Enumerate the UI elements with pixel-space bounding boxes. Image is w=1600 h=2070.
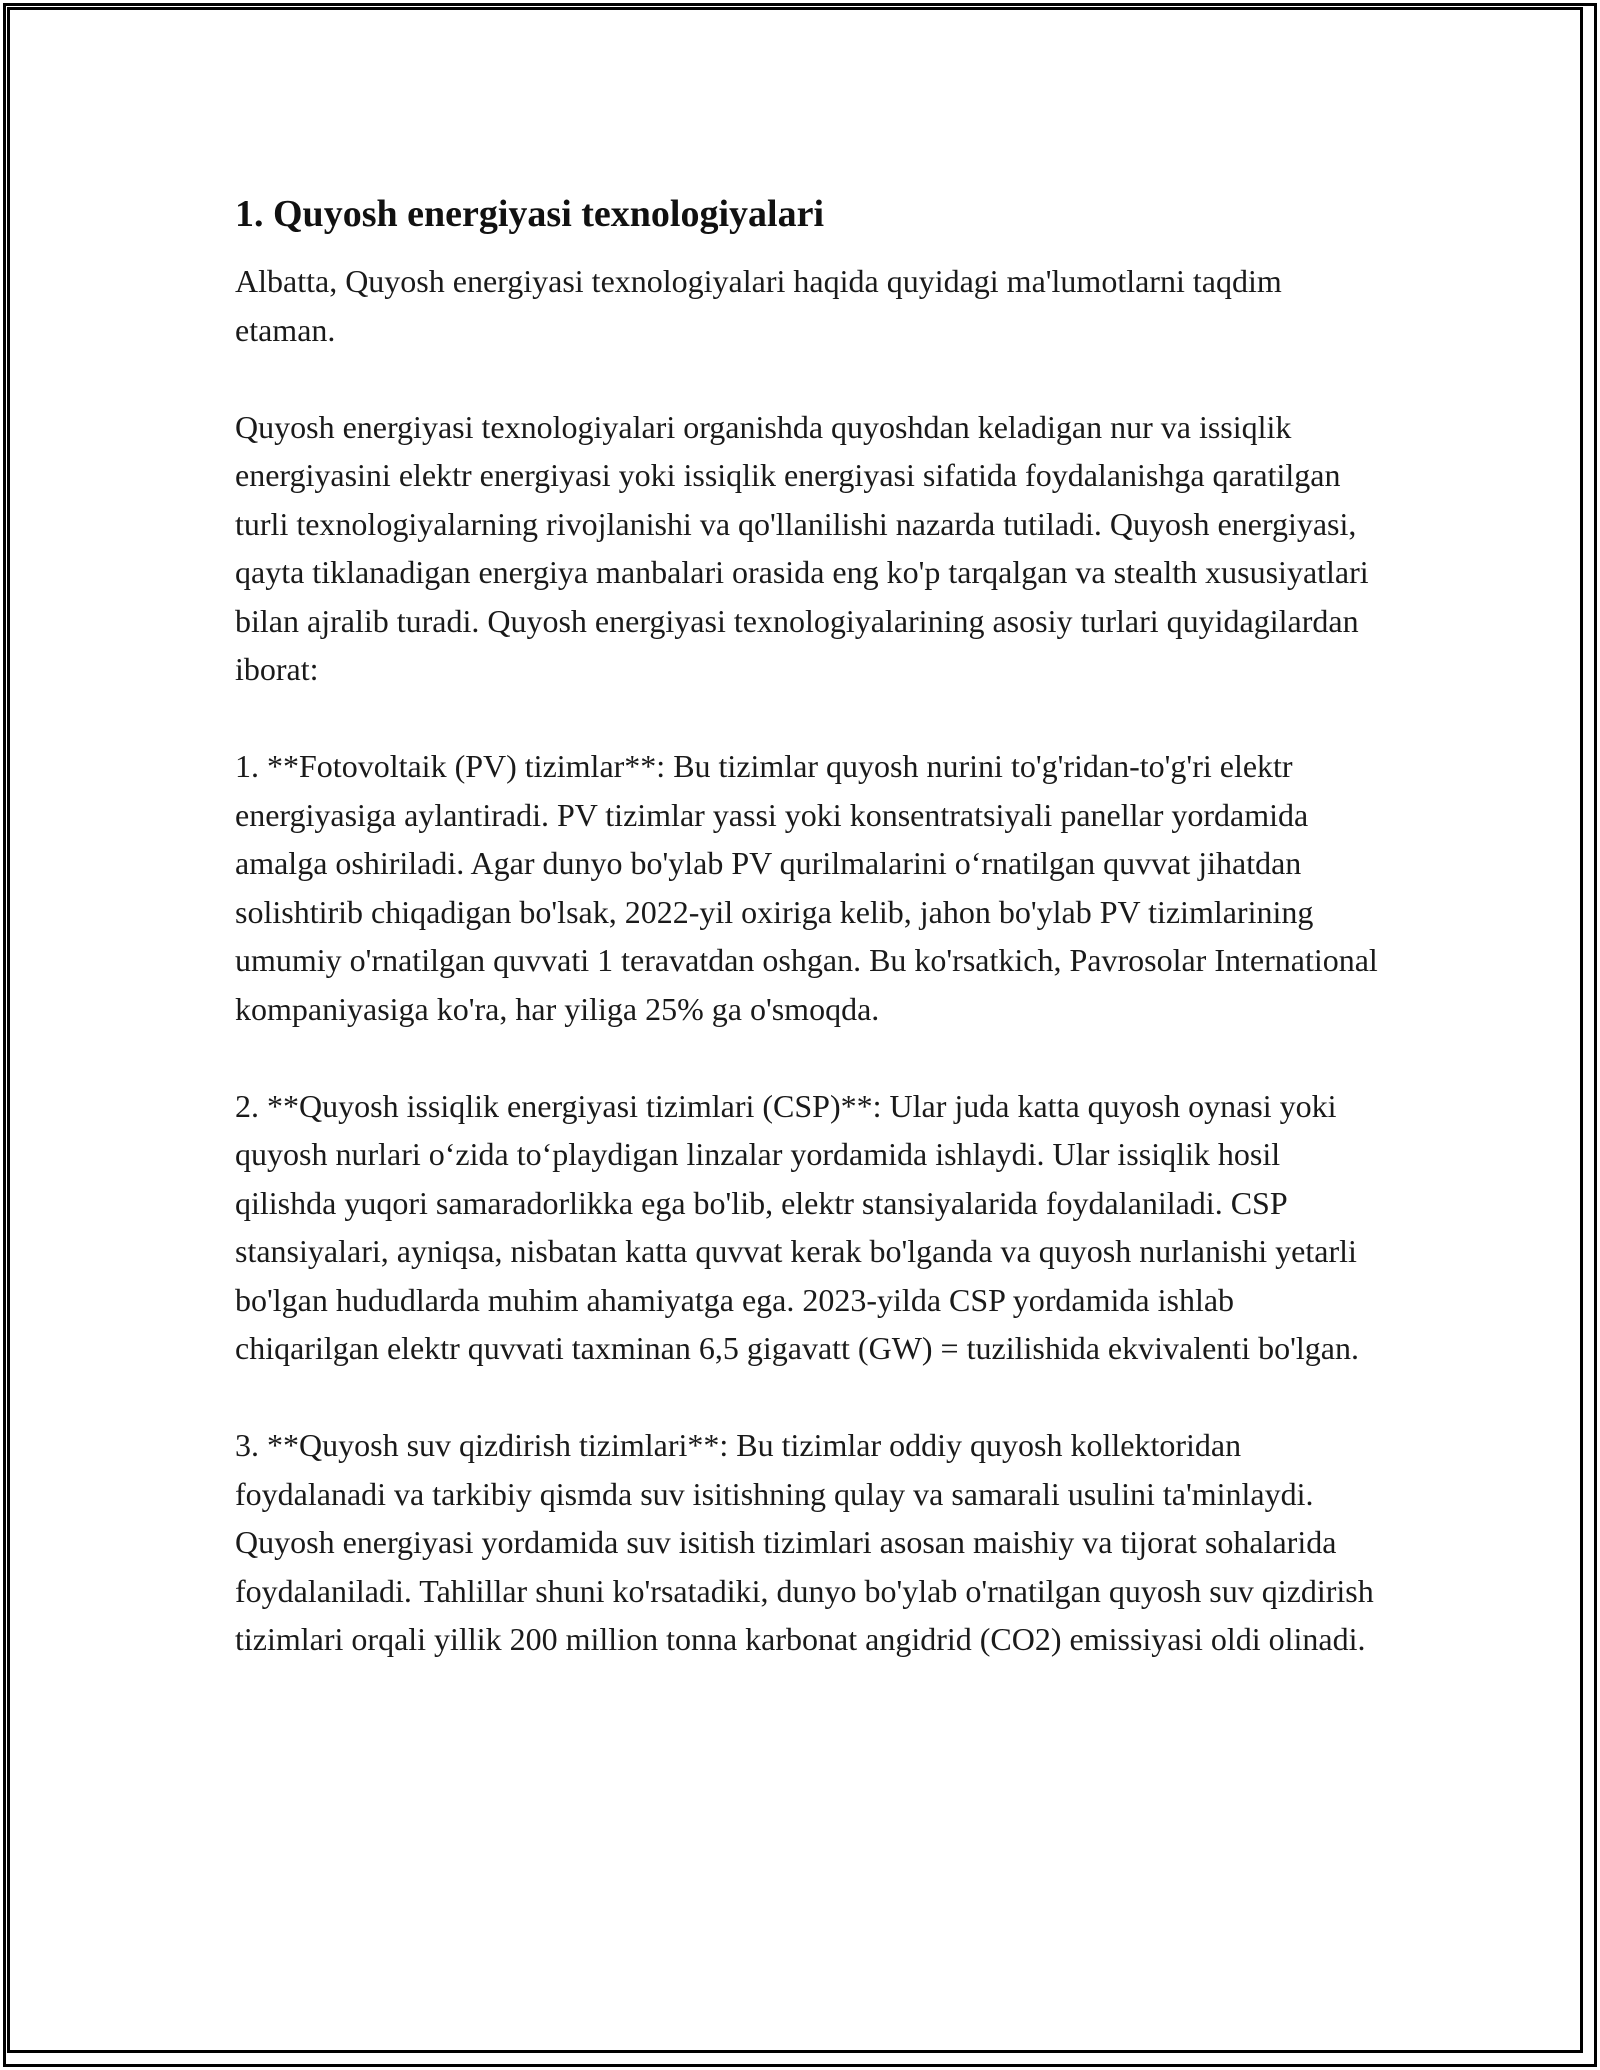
intro-paragraph: Albatta, Quyosh energiyasi texnologiyalari haqida quyidagi ma'lumotlarni taqdim etaman.	[235, 263, 1282, 348]
document-title: 1. Quyosh energiyasi texnologiyalari	[235, 193, 824, 235]
overview-paragraph: Quyosh energiyasi texnologiyalari organishda quyoshdan keladigan nur va issiqlik energiyasini elektr energiyasi yoki issiqlik energiyasi sifatida foydalanishga qaratilgan turli texnologiyalarning rivojlanishi va qo'llanilishi nazarda tutiladi. Quyosh energiyasi, qayta tiklanadigan energiya manbalari orasida eng ko'p tarqalgan va stealth xususiyatlari bilan ajralib turadi. Quyosh energiyasi texnologiyalarining asosiy turlari quyidagilardan iborat:	[235, 408, 1369, 687]
solar-water-heating-paragraph: 3. **Quyosh suv qizdirish tizimlari**: Bu tizimlar oddiy quyosh kollektoridan foydalanadi va tarkibiy qismda suv isitishning qulay va samarali usulini ta'minlaydi. Quyosh energiyasi yordamida suv isitish tizimlari asosan maishiy va tijorat sohalarida foydalaniladi. Tahlillar shuni ko'rsatadiki, dunyo bo'ylab o'rnatilgan quyosh suv qizdirish tizimlari orqali yillik 200 million tonna karbonat angidrid (CO2) emissiyasi oldi olinadi.	[235, 1427, 1374, 1657]
document-body	[235, 188, 1385, 1664]
csp-systems-paragraph: 2. **Quyosh issiqlik energiyasi tizimlari (CSP)**: Ular juda katta quyosh oynasi yoki quyosh nurlari o‘zida to‘playdigan linzalar yordamida ishlaydi. Ular issiqlik hosil qilishda yuqori samaradorlikka ega bo'lib, elektr stansiyalarida foydalaniladi. CSP stansiyalari, ayniqsa, nisbatan katta quvvat kerak bo'lganda va quyosh nurlanishi yetarli bo'lgan hududlarda muhim ahamiyatga ega. 2023-yilda CSP yordamida ishlab chiqarilgan elektr quvvati taxminan 6,5 gigavatt (GW) = tuzilishida ekvivalenti bo'lgan.	[235, 1087, 1359, 1366]
pv-systems-paragraph: 1. **Fotovoltaik (PV) tizimlar**: Bu tizimlar quyosh nurini to'g'ridan-to'g'ri elektr energiyasiga aylantiradi. PV tizimlar yassi yoki konsentratsiyali panellar yordamida amalga oshiriladi. Agar dunyo bo'ylab PV qurilmalarini o‘rnatilgan quvvat jihatdan solishtirib chiqadigan bo'lsak, 2022-yil oxiriga kelib, jahon bo'ylab PV tizimlarining umumiy o'rnatilgan quvvati 1 teravatdan oshgan. Bu ko'rsatkich, Pavrosolar International kompaniyasiga ko'ra, har yiliga 25% ga o'smoqda.	[235, 748, 1378, 1027]
